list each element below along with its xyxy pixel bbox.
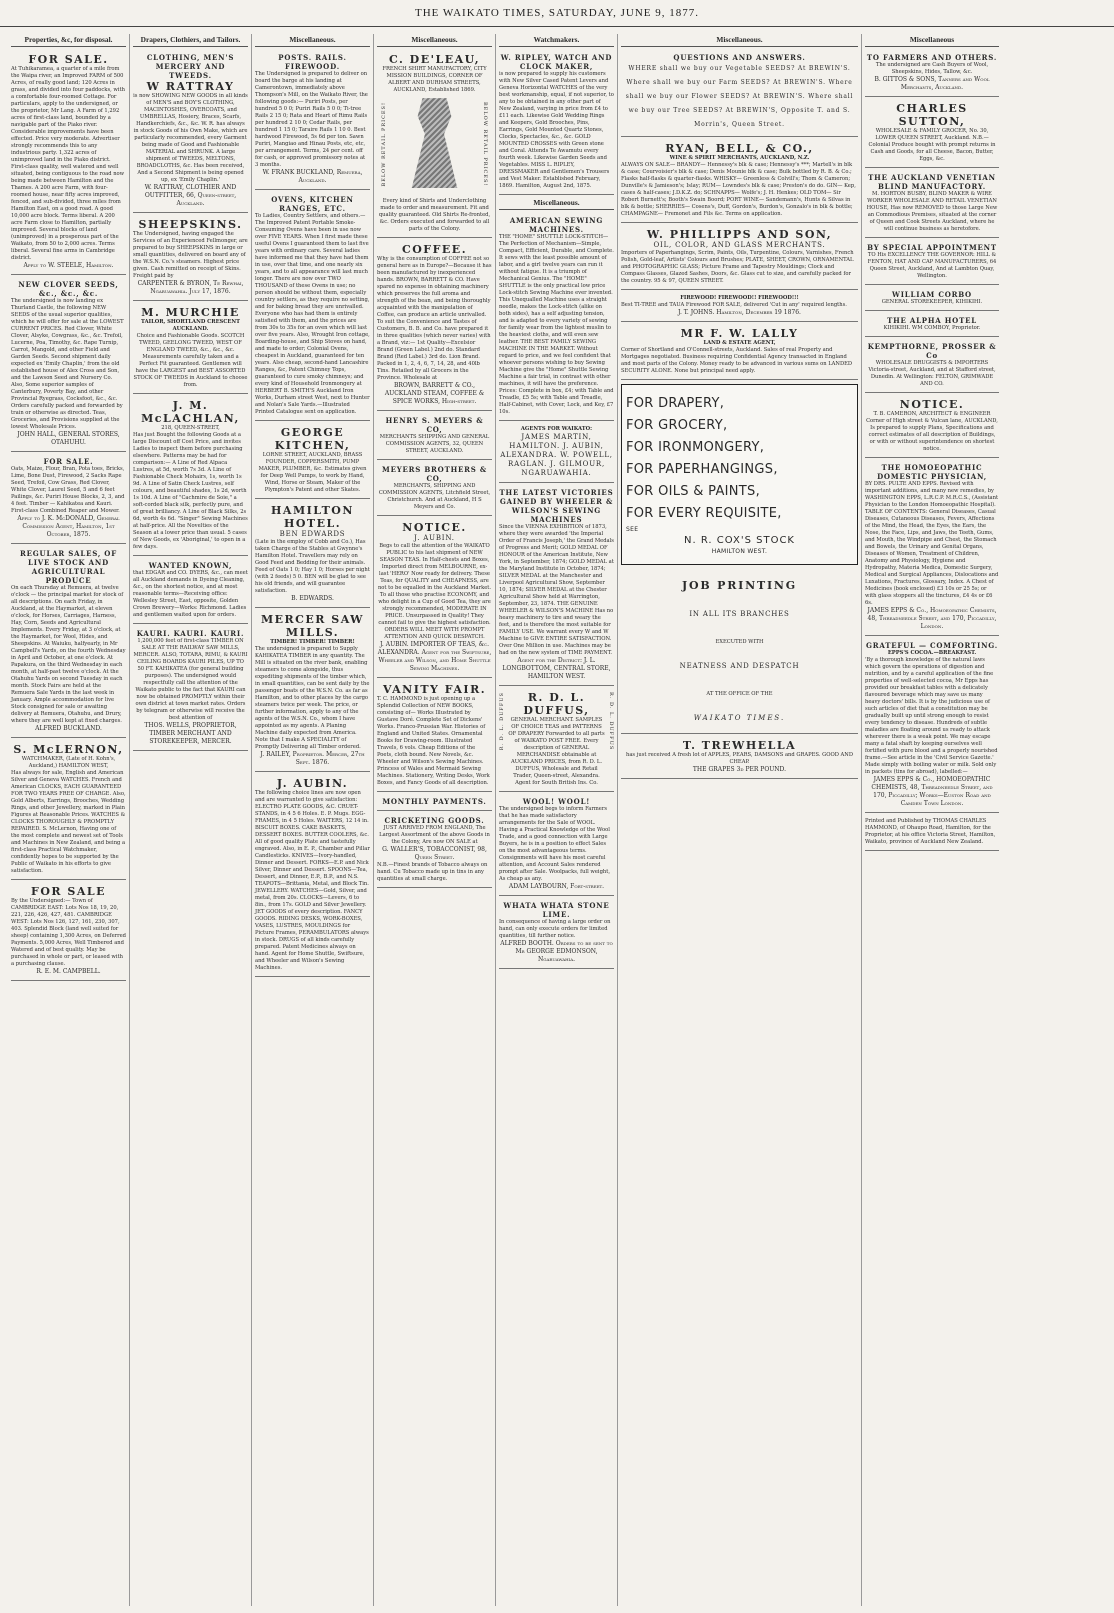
- ad-title: MONTHLY PAYMENTS.: [382, 797, 487, 807]
- ad-regular-sales: [11, 546, 126, 738]
- ad-subtitle: OIL, COLOR, AND GLASS MERCHANTS.: [653, 241, 826, 250]
- ad-body: MERCHANTS, SHIPPING AND COMMISSION AGENTS, Litchfield Street, Christchurch. And at Auckland, H S Meyers and Co.: [378, 483, 491, 511]
- ad-title: AMERICAN SEWING MACHINES.: [509, 216, 604, 235]
- ad-body: M. HORTON BUSBY, BLIND MAKER & WIRE WORKER WHOLESALE AND RETAIL VENETIAN HOUSE, Has now REMOVED to those Large New an Commodious Premises, situated at the corner of Queen and Cook Streets Auckland, where he will continue business as heretofore.: [866, 191, 998, 233]
- ad-body: THE "HOME" SHUTTLE LOCK-STITCH—The Perfection of Mechanism—Simple, Compact, Efficient, Durable, and Complete. It sews with the least possible amount of labor, and a girl twelve years can run it without fatigue. It is a triumph of Mechanical Genius. The "HOME" SHUTTLE is the only practical low price Lock-stitch Sewing Machine ever invented. This Unequalled Machine uses a straight needle, makes the Lock-stitch (alike on both sides), has a self adjusting tension, and is adapted to every variety of sewing for family wear from the lightest muslin to the heaviest cloths, and will even sew leather. THE BEST FAMILY SEWING MACHINE IN THE MARKET. Without regard to price, and we feel confident that whoever persons wishing to buy Sewing Machine give the "Home" Shuttle Sewing Machine a fair trial, in contrast with other machines, it will have the preference. Prices: Complete in box, £4; with Table and Treadle, £5 5s; with Table and Treadle, Half-Cabinet, with Cover, Lock, and Key, £7 10s.: [499, 234, 614, 416]
- ad-body: LORNE STREET, AUCKLAND, BRASS FOUNDER, COPPERSMITH, PUMP MAKER, PLUMBER, &c. Estimates given for Deep Well Pumps, to work by Hand, Wind, Horse or Steam, Maker of the Plympton's Patent and other Skates.: [258, 452, 367, 494]
- ad-body: Begs to call the attention of the WAIKATO PUBLIC to his last shipment of NEW SEASON TEAS. In Half-chests and Boxes, Imported direct from MELBOURNE, ex-last 'HERO' Now ready for delivery. These Teas, for QUALITY and CHEAPNESS, are not to be equalled in the Auckland Market. To all those who practise ECONOMY, and who delight in a Cup of Good Tea, they are strongly recommended, MODERATE IN PRICE. Unsurpassed in Quality! They cannot fail to give the highest satisfaction. ORDERS WILL MEET WITH PROMPT ATTENTION AND QUICK DESPATCH.: [377, 543, 492, 641]
- ad-title: QUESTIONS AND ANSWERS.: [673, 53, 806, 63]
- ad-title: KAURI. KAURI. KAURI.: [136, 629, 245, 639]
- ad-title: JOB PRINTING: [682, 579, 797, 593]
- ad-subtitle: J. AUBIN.: [414, 534, 455, 543]
- cox-line: FOR EVERY REQUISITE,: [626, 506, 782, 522]
- ad-title: WILLIAM CORBO: [892, 290, 972, 300]
- ad-title: GRATEFUL — COMFORTING.: [865, 641, 999, 651]
- ad-posts-rails: [255, 50, 370, 190]
- ad-ripley-watchmaker: [499, 50, 614, 195]
- ad-body: WHERE shall we buy our Vegetable SEEDS? At BREWIN'S. Where shall we buy our Farm SEEDS? At BREWIN'S. Where shall we buy our Flower SEEDS? At BREWIN'S. Where shall we buy our Tree SEEDS? At BREWIN'S, Opposite T. and S. Morrin's, Queen Street.: [625, 65, 854, 129]
- ad-murchie-tailor: [133, 303, 248, 394]
- ad-body: ALWAYS ON SALE— BRANDY— Hennessy's blk & case; Hennessy's ***; Martell's in blk & case; Courvoisier's blk & case; Denis Mounie blk & case; Bulk bottled by R. B. & Co.; Flasks half-flasks & quarter-flasks. WHISKY— Greenless & Colvill's; Thom & Cameron; Dunville's & Jamieson's; Islay; RUM— Lowndes's blk & case; Preston's do do. GIN— Kep, cases & half-cases; J.D.K.Z. do; SCHNAPPS— Wolfe's; J. H. Henkes; OLD TOM— Sir Robert Burnett's; Booth's Swain Boord; PORT WINE— Sandemann's, Hunts & Silvas in blk & bottle; SHERRIES— Cosens's, Duff, Gordon's, Burdon's, Gonzalo's in blk & bottle; CHAMPAGNE— Fremonet and Fils &c. Terms on application.: [621, 162, 856, 218]
- ad-title: S. McLERNON,: [13, 743, 124, 757]
- ad-body: TO His EXCELLENCY THE GOVERNOR: HILL & FENTON, HAT AND CAP MANUFACTURERS, 64 Queen Street, Auckland, And at Lambton Quay, Wellington.: [867, 252, 997, 280]
- ad-cricketing-goods: [377, 813, 492, 888]
- ad-signature: ADAM LAYBOURN, Fort-street.: [508, 883, 605, 891]
- ad-body: (Late in the employ of Cobb and Co.), Has taken Charge of the Stables at Gwynne's Hamilton Hotel. Travellers may rely on Good Feed and Bedding for their animals. Feed of Oats 1 0; Hay 1 0; Horses per night (with 2 feeds) 5 0. BEN will be glad to see his old friends, and will guarantee satisfaction.: [255, 539, 370, 595]
- ad-body: Oats, Maize, Flour, Bran, Pota toes, Bricks, Lime, Bone Dust, Firewood, 2 Sacks Rape Seed, Trefoil, Cow Grass, Red Clover, White Clover, Laurel Seed, 5 and 6 feet Pailings, &c. Puriri House Blocks, 2, 3, and 4 feet. Timber — Kahikatea and Kauri. First-class Combined Reaper and Mower.: [11, 466, 125, 515]
- masthead: THE WAIKATO TIMES, SATURDAY, JUNE 9, 1877.: [0, 0, 1114, 27]
- ad-body: WHOLESALE & FAMILY GROCER, No. 30, LOWER QUEEN STREET, Auckland. N.B.—Colonial Produce bought with prompt returns in Cash and Goods, for all Cheese, Bacon, Butter, Eggs, &c.: [868, 128, 996, 163]
- ad-title: NOTICE.: [899, 398, 965, 412]
- ad-signature: THE GRAPES 3d PER POUND.: [692, 766, 787, 774]
- ad-title: KEMPTHORNE, PROSSER & Co: [867, 342, 997, 361]
- ad-title: TO FARMERS AND OTHERS.: [866, 53, 998, 63]
- ad-title: MEYERS BROTHERS & CO,: [382, 465, 487, 484]
- ad-body: The Undersigned is prepared to deliver on board the barge at his landing at Camerontown, immediately above Thompson's Mill, on the Waikato River, the following goods:— Puriri Posts, per hundred 5 0 0; Puriri Rails 5 0 0; Ti-tree Rails 2 15 0; Rata and Heart of Rimu Rails per hundred 2 10 0; Cedar Rails, per hundred 1 15 0; Taraire Rails 1 10 0. Best hardwood Firewood, 5s 6d per ton. Sawn Puriri, Mangiao and Hinau Posts, etc, etc, per arrangement. Terms, 24 per cent. off for cash, or approved promissory notes at 3 months.: [255, 71, 368, 169]
- ad-body: At Tuhikaramea, a quarter of a mile from the Waipa river, an Improved FARM of 500 Acres, of really good land; 120 Acres in grass, and divided into four paddocks, with a comfortable four-roomed Cottage. For particulars, apply to the undersigned, or the proprietor, Mr Lang. A Farm of 1,292 acres of first-class land, bounded by a navigable part of the Piako river. Considerable improvements have been effected. Price very moderate. Advertiser strongly recommends this to any industrious party. 1,322 acres of unimproved land in the Piako district. First-class quality, well watered and well situated, being contiguous to the road now being made between Hamilton and the Thames. A 200 acre Farm, with four-roomed house, near fifty acres improved, fenced, and sub-divided, three miles from Hamilton East, on a good road. A good 10,000 acre block. Terms liberal. A 200 acre Farm close to Hamilton, partially improved. Several blocks of land (unimproved) in a prosperous part of the Waikato, from 50 to 2,000 acres. Terms liberal. Several fine arms in Cambridge district.: [11, 66, 125, 262]
- cox-see: SEE: [626, 526, 639, 534]
- ad-signature: G. WALLER'S, TOBACCONIST, 98, Queen Street.: [382, 846, 487, 862]
- ad-title: FOR SALE.: [28, 53, 109, 67]
- ad-body: The undersigned begs to inform Farmers that he has made satisfactory arrangements for the Sale of WOOL. Having a Practical Knowledge of the Wool Trade, and a good connection with Large Buyers, he is in a position to effect Sales on the most advantageous terms. Consignments will have his most careful attention, and Account Sales rendered prompt after Sale. Woolpacks, full weight, As cheap as any.: [499, 806, 610, 883]
- column-3: [252, 34, 374, 1606]
- ad-aubin-goods: [255, 774, 370, 977]
- ad-title: REGULAR SALES, OF LIVE STOCK AND AGRICULTURAL PRODUCE: [20, 549, 117, 586]
- ad-subtitle: EPPS'S COCOA.—BREAKFAST.: [887, 650, 977, 657]
- ad-mclernon-watchmaker: [11, 740, 126, 880]
- ad-signature: Apply to W. STEELE, Hamilton.: [23, 262, 114, 270]
- ad-signature: J. AUBIN. IMPORTER OF TEAS, &c. ALEXANDRA. Agent for the Swiftsure, Wheeler and Wilson, and Home Shuttle Sewing Machines.: [377, 641, 492, 673]
- ad-for-sale-farm: [11, 50, 126, 275]
- ad-duffus: [499, 688, 614, 792]
- ad-cox-stock: [621, 384, 858, 565]
- column-6: [618, 34, 862, 1606]
- ad-notice-aubin-teas: [377, 518, 492, 678]
- column-heading: Miscellaneous.: [255, 34, 370, 47]
- ad-title: GEORGE KITCHEN,: [274, 426, 351, 453]
- cox-place: HAMILTON WEST.: [711, 548, 768, 556]
- job-line: IN ALL ITS BRANCHES: [689, 610, 790, 619]
- column-heading: Miscellaneous: [865, 34, 999, 47]
- ad-trewhella: [621, 736, 858, 779]
- ad-title: HENRY S. MEYERS & CO,: [385, 416, 484, 435]
- ad-farmers: [865, 50, 999, 97]
- ad-mercer-saw-mills: [255, 610, 370, 772]
- ad-signature: J. T. JOHNS. Hamilton, December 19 1876.: [678, 309, 801, 317]
- ad-title: CHARLES SUTTON,: [896, 102, 968, 129]
- ad-for-sale-lots: [11, 882, 126, 981]
- ad-footer: N.B.—Finest brands of Tobacco always on hand. Cu Tobacco made up in tins in any quantities at small charge.: [377, 862, 488, 883]
- column-4: [374, 34, 496, 1606]
- ad-edgar-dyers: [133, 558, 248, 624]
- job-line: NEATNESS AND DESPATCH: [679, 662, 800, 671]
- job-line: AT THE OFFICE OF THE: [706, 691, 773, 698]
- ad-body: GENERAL MERCHANT. SAMPLES OF CHOICE TEAS and PATTERNS OF DRAPERY Forwarded to all parts of WAIKATO POST FREE. Every description of GENERAL MERCHANDISE obtainable at AUCKLAND PRICES, from R. D. L. DUFFUS, Wholesale and Retail Trader, Queen-street, Alexandra. Agent for South British Ins. Co.: [508, 717, 605, 787]
- ad-title: HAMILTON HOTEL.: [271, 504, 354, 531]
- ad-agents-waikato: [499, 423, 614, 483]
- column-heading: Properties, &c, for disposal.: [11, 34, 126, 47]
- ad-body: KIHIKIHI. WM COMBOY, Proprietor.: [883, 325, 981, 332]
- column-subheading: Miscellaneous.: [499, 197, 614, 210]
- ad-title: J. M. McLACHLAN,: [141, 399, 240, 426]
- ad-signature: W. FRANK BUCKLAND, Remuera, Auckland.: [262, 169, 363, 185]
- ad-kempthorne-prosser: [865, 339, 999, 393]
- ad-subtitle: TIMBER! TIMBER! TIMBER!: [270, 639, 355, 646]
- ad-body: is now prepared to supply his customers with New Silver Cased Patent Levers and Geneva Horizontal WATCHES of the very best workmanship, equal, if not superior, to any to be obtained in any other part of New Zealand, varying in price from £4 to £11 each. Likewise Gold Wedding Rings and Keepers, Gold Brooches, Pins, Earrings, Gold Mounted Quartz Stones, Clocks, Spectacles, &c., &c. GOLD MOUNTED CROSSES with Green stone and Coral. Attends Te Awamutu every fourth week. Likewise Garden Seeds and Vegetables. MISS L. RIPLEY, DRESSMAKER and Gentlemen's Trousers and Vest Maker. Established February, 1869. Hamilton, August 2nd, 1875.: [499, 71, 614, 190]
- ad-body: has just received A fresh lot of APPLES, PEARS, DAMSONS and GRAPES. GOOD AND CHEAP.: [626, 752, 853, 766]
- ad-title: M. MURCHIE: [141, 306, 240, 320]
- ad-signature: ALFRED BOOTH. Orders to be sent to Mr GEORGE EDMONSON, Ngaruawahia.: [500, 940, 613, 964]
- column-5: [496, 34, 618, 1606]
- ad-for-sale-produce: [11, 454, 126, 544]
- ad-footer: Every kind of Shirts and Underclothing made to order and measurement. Fit and quality guaranteed. Old Shirts Re-fronted, &c. Orders executed and forwarded to all parts of the Colony.: [378, 198, 491, 233]
- ad-title: BY SPECIAL APPOINTMENT: [867, 243, 997, 253]
- ad-signature: J. RAILEY, Proprietor. Mercer, 27th Sept. 1876.: [260, 751, 365, 767]
- ad-title: NEW CLOVER SEEDS, &c., &c., &c.: [18, 280, 119, 299]
- ad-name: W RATTRAY: [146, 80, 235, 94]
- ad-signature: Agent for the District: J. L. LONGBOTTOM, CENTRAL STORE, HAMILTON WEST.: [502, 657, 611, 681]
- ad-signature: CARPENTER & BYRON, Te Rewhai, Ngaruawahia. July 17, 1876.: [137, 280, 244, 296]
- ad-title: THE AUCKLAND VENETIAN BLIND MANUFACTORY.: [868, 173, 996, 192]
- ad-ovens: [255, 192, 370, 421]
- ad-body: Since the VIENNA EXHIBITION of 1873, where they were awarded 'the Imperial Order of Francis Joseph,' the Grand Medals of Progress and Merit; GOLD MEDAL OF HONOUR of the American Institute, New York, in September, 1874; GOLD MEDAL at the Maryland Institute in October, 1874; SILVER MEDAL at the Manchester and Liverpool Agricultural Show, September 10, 1874; SILVER MEDAL at the Chester Agricultural Show held at Warrington, September, 23, 1874. THE GENUINE WHEELER & WILSON'S MACHINE Has no heavy machinery to tire and weary the feet, and is therefore the most suitable for FAMILY USE. We warrant every W and W Machine to GIVE ENTIRE SATISFACTION. Over One Million in use. Machines may be had on the new system of TIME PAYMENT.: [499, 524, 614, 657]
- column-1: [8, 34, 130, 1606]
- ad-title: R. D. L. DUFFUS,: [523, 691, 590, 718]
- ad-clover-seeds: [11, 277, 126, 452]
- side-text-left: R. D. L. DUFFUS: [499, 692, 505, 751]
- ad-title: J. AUBIN.: [276, 777, 349, 791]
- ad-subtitle: WATCHMAKER, (Late of H. Kohn's, Auckland,) HAMILTON WEST,: [21, 756, 116, 770]
- ad-title: WANTED KNOWN,: [148, 561, 233, 571]
- column-heading: Miscellaneous.: [621, 34, 858, 47]
- ad-body: To Ladies, Country Settlers, and others.—The Improved Patent Portable Smoke-Consuming Ovens have been in use now over FIVE YEARS. When I first made these useful Ovens I guaranteed them to last five years with ordinary care. Several ladies have informed me that they have had them in use, over that time, and one nearly six years, and to all appearance will last much longer. There are now over TWO THOUSAND of these Ovens in use; no person should be without them, especially country settlers, as they require no setting, and for baking bread they are unrivalled. Everyone who has had them is entirely satisfied with them, and the prices are from 30s to 35s for an oven which will last over five years. Also, Wrought Iron cottage, Boarding-house, and Ship Stoves on hand, and made to order; Colonial Ovens, cheapest in Auckland, guaranteed for ten years. Also cheap, second-hand Lancashire Ranges, &c, Patent Chimney Tops, guaranteed to cure smoky chimneys; and every kind of Household Ironmongery at HERBERT B. SMITH'S Auckland Iron Works, Durham street West, next to Hunter and Nolan's Sale Yards.—Illustrated Printed Catalogue sent on application.: [255, 213, 370, 416]
- ad-hamilton-hotel: [255, 501, 370, 608]
- ad-body: GENERAL STOREKEEPER, KIHIKIHI.: [881, 299, 983, 306]
- column-heading: Drapers, Clothiers, and Tailors.: [133, 34, 248, 47]
- cox-line: FOR DRAPERY,: [626, 396, 725, 412]
- ad-signature: JOHN HALL, GENERAL STORES, OTAHUHU.: [17, 431, 120, 447]
- ad-signature: B. GITTOS & SONS, Tanners and Wool Merchants, Auckland.: [874, 76, 990, 92]
- ad-title: WOOL! WOOL!: [522, 797, 591, 807]
- ad-title: SHEEPSKINS.: [138, 218, 243, 232]
- ad-body: Best TI-TREE and TAUA Firewood FOR SALE, delivered 'Cut in any' required lengths.: [621, 302, 847, 309]
- cox-line: FOR PAPERHANGINGS,: [626, 462, 778, 478]
- ad-title: CRICKETING GOODS.: [384, 816, 485, 826]
- ad-title: RYAN, BELL, & CO.,: [665, 142, 814, 156]
- imprint-text: Printed and Published by THOMAS CHARLES HAMMOND, of Ohaupo Road, Hamilton, for the Proprietor, at his office Victoria Street, Hamilton, Waikato, province of Auckland New Zealand.: [865, 818, 996, 846]
- ad-body: T. B. CAMERON, ARCHITECT & ENGINEER Corner of High street & Vulcan lane, AUCKLAND, Is prepared to supply Plans, Specifications and correct estimates of all description of Buildings, or with or without superintendence on shortest notice.: [866, 411, 998, 453]
- ad-body: By the Undersigned:— Town of CAMBRIDGE EAST: Lots Nos 18, 19, 20, 221, 226, 426, 427, 481. CAMBRIDGE WEST: Lots Nos 126, 127, 161, 230, 307, 403. Splendid Block (land well suited for sheep) containing 1,300 Acres, on Deferred Payments. 5,000 Acres, Well Timbered and Watered and of best quality. May be purchased in whole or part, or leased with a purchasing clause.: [11, 898, 126, 968]
- ad-firewood: [621, 292, 858, 322]
- ad-signature: JAMES EPPS & Co., HOMOEOPATHIC CHEMISTS, 48, Threadneedle Street, and 170, Piccadilly; Works—Euston Road and Camden Town London.: [871, 776, 993, 808]
- ad-body: The Undersigned, having engaged the Services of an Experienced Fellmonger, are prepared to buy SHEEPSKINS in large or small quantities, delivered on board any of the W.S.N. Co.'s steamers. Highest price given. Cash remitted on receipt of Skins. Freight paid by: [133, 231, 248, 280]
- side-text-left: BELOW RETAIL PRICES!: [381, 102, 387, 187]
- ad-signature: BROWN, BARRETT & CO., AUCKLAND STEAM, COFFEE & SPICE WORKS, High-street.: [384, 382, 485, 406]
- ad-whata-lime: [499, 898, 614, 969]
- ad-signature: THOS. WELLS, PROPRIETOR, TIMBER MERCHANT AND STOREKEEPER, MERCER.: [144, 722, 237, 746]
- ad-title: THE HOMOEOPATHIC DOMESTIC PHYSICIAN,: [877, 463, 987, 482]
- cox-line: FOR IRONMONGERY,: [626, 440, 765, 456]
- ad-deleau-shirts: [377, 50, 492, 238]
- ad-signature: JAMES EPPS & Co., Homoeopathic Chemists, 48, Threadneedle Street, and 170, Piccadilly, London.: [867, 607, 997, 631]
- ad-george-kitchen: [255, 423, 370, 499]
- ad-lally: [621, 324, 858, 380]
- ad-title: W. RIPLEY, WATCH AND CLOCK MAKER,: [500, 53, 613, 72]
- page-columns: [8, 34, 1108, 1606]
- ad-title: NOTICE.: [402, 521, 467, 535]
- ad-title: W. PHILLIPPS AND SON,: [646, 228, 833, 242]
- ad-body: Has always for sale, English and American Silver and Geneva WATCHES. French and American CLOCKS, EACH GUARANTEED FOR TWO YEARS FREE OF CHARGE. Also, Gold Alberts, Earrings, Brooches, Wedding Rings, and other Jewellery, marked in Plain Figures at Reasonable Prices. WATCHES & CLOCKS THOROUGHLY & PROMPTLY REPAIRED. S. McLernon, Having one of the most complete and newest set of Tools and Machines in New Zealand, and being a first-class Practical Watchmaker, confidently hopes to be supported by the Public of Waikato in his efforts to give satisfaction.: [11, 770, 126, 875]
- ad-wheeler-wilson: [499, 485, 614, 686]
- column-heading: Miscellaneous.: [377, 34, 492, 47]
- ad-body: 1,200,000 feet of first-class TIMBER ON SALE AT THE RAILWAY SAW MILLS, MERCER. ALSO, TOTARA, RIMU, & KAURI CEILING BOARDS KAURI PILES, UP TO 50 FT. KAHIKATEA (for general building purposes). The undersigned would respectfully call the attention of the Waikato public to the fact that KAURI can now be obtained PROMPTLY within their own district at town market rates. Orders by telegram or otherwise will receive the best attention of: [133, 638, 248, 722]
- ad-body: The undersigned are Cash Buyers of Wool, Sheepskins, Hides, Tallow, &c.: [875, 62, 989, 76]
- ad-title: POSTS. RAILS. FIREWOOD.: [278, 53, 347, 72]
- ad-body: JUST ARRIVED FROM ENGLAND, The Largest Assortment of the above Goods in the Colony, Are now ON SALE at: [379, 825, 490, 846]
- ad-body: MERCHANTS SHIPPING AND GENERAL COMMISSION AGENTS, 32, QUEEN STREET, AUCKLAND.: [379, 434, 490, 455]
- ad-title: T. TREWHELLA: [682, 739, 797, 753]
- printer-imprint: [865, 815, 999, 851]
- column-heading: Watchmakers.: [499, 34, 614, 47]
- cox-line: FOR OILS & PAINTS,: [626, 484, 761, 500]
- ad-title: CLOTHING, MEN'S MERCERY AND TWEEDS.: [146, 53, 235, 81]
- ad-meyers-brothers: [377, 462, 492, 516]
- ad-body: The following choice lines are now open and are warranted to give satisfaction: ELECTRO PLATE GOODS, &C. CRUET-STANDS, in 4 5 6 Holes. E. P. Mugs. EGG-FRAMES, in 4 5 Holes. WAITERS, 12 14 in. BISCUIT BOXES. CAKE BASKETS, DESSERT BOXES. BUTTER COOLERS, &c. All of good quality Plate and tastefully engraved. Also, in E. P., Chamber and Pillar Candlesticks. KNIVES—Ivory-handled, Dinner and Dessert. FORKS—E.P. and Nick Silver, Dinner and Dessert. SPOONS—Tea, Dessert, and Dinner, E.P., B.P., and N.S. TEAPOTS—Brittania, Metal, and Block Tin. JEWELLERY. WATCHES—Gold, Silver, and metal, from 20s. CLOCKS—Levers, 6 to 8in., from 17s. GOLD and Silver Jewellery. JET GOODS of every description. FANCY GOODS. RIDING DESKS, WORK-BOXES, VASES, LUSTRES, MOULDINGS for Picture Frames, PERAMBULATORS always in stock. DRUGS of all kinds carefully prepared. Patent Medicines always on hand. Agent for Home Shuttle, Swiftsure, and Wheeler and Wilson's Sewing Machines.: [255, 790, 370, 972]
- ad-title: AGENTS FOR WAIKATO:: [520, 426, 593, 433]
- ad-title: WHATA WHATA STONE LIME.: [503, 901, 610, 920]
- ad-questions-answers: [621, 50, 858, 137]
- ad-signature: W. RATTRAY, CLOTHIER AND OUTFITTER, 66, Queen-street, Auckland.: [144, 184, 237, 208]
- ad-body: Importers of Paperhangings, Scrim, Paints, Oils, Turpentine, Colours, Varnishes, French Polish, Gold-leaf, Artists' Colours and Brushes; PLATE, SHEET, CROWN, ORNAMENTAL and PHOTOGRAPHIC GLASS; Picture Frame and Tapestry Mouldings; Clock and Compass Glasses, Glazed Sashes, Doors, &c. Glass cut to size, and carefully packed for the country. 95 & 97, QUEEN STREET.: [621, 250, 854, 285]
- ad-charles-sutton: [865, 99, 999, 168]
- ad-subtitle: LAND & ESTATE AGENT,: [703, 340, 776, 347]
- ad-hill-fenton: [865, 240, 999, 285]
- ad-body: WHOLESALE DRUGGISTS & IMPORTERS Victoria-street, Auckland, and at Stafford street, Dunedin. At Wellington: FELTON, GRIMWADE AND CO.: [868, 360, 996, 388]
- ad-body: In consequence of having a large order on hand, can only execute orders for limited quantities, till further notice.: [499, 919, 611, 940]
- ad-body: Why is the consumption of COFFEE not so general here as in Europe?—Because it has been manufactured by inexperienced hands. BROWN, BARRETT & CO. Have spared no expense in obtaining machinery which preserves the full aroma and strength of the bean, and being thoroughly acquainted with the manipulation of Coffee, can produce an article unrivalled. To suit the Convenience and Tastes of Customers, B. B. and Co. have prepared it in three qualities (which never varies) with a Brand, viz:— 1st Quality—Excelsior Brand (Green Label.) 2nd do. Standard Brand (Red Label.) 3rd do. Lion Brand. Packed in 1, 2, 4, 6, 7, 14, 28, and 40lb Tins. Retailed by all Grocers in the Province. Wholesale at: [377, 256, 492, 382]
- ad-title: FOR SALE: [31, 885, 106, 899]
- ad-henry-meyers: [377, 413, 492, 460]
- ad-phillipps: [621, 225, 858, 290]
- ad-signature: ALFRED BUCKLAND.: [35, 725, 102, 733]
- ad-body: T. C. HAMMOND is just opening up a Splendid Collection of NEW BOOKS, consisting of— Works Illustrated by Gustave Doré. Complete Set of Dickens' Works. Franco-Prussian War. Histories of England and United States. Ornamental Books for Drawing-room. Illustrated Travels, 6 vols. Cheap Editions of the Poets, cloth bound. New Novels, &c. Wheeler and Wilson's Sewing Machines. Princess of Wales and Mermaid Sewing Machines. Stationery, Writing Desks, Work Boxes, and Fancy Goods of all description.: [377, 696, 490, 787]
- ad-title: MR F. W. LALLY: [680, 327, 799, 341]
- ad-title: VANITY FAIR.: [382, 683, 487, 697]
- ad-signature: R. E. M. CAMPBELL.: [36, 968, 101, 976]
- side-text-right: R. D. L. DUFFUS: [608, 692, 614, 751]
- ad-body: FRENCH SHIRT MANUFACTORY, CITY MISSION BUILDINGS, CORNER OF ALBERT AND DURHAM STREETS, AUCKLAND, Established 1869.: [382, 66, 487, 94]
- ad-title: FOR SALE.: [43, 457, 94, 467]
- ad-body: Has just Bought the following Goods at a large Discount off Cost Price, and invites Ladies to inspect them before purchasing elsewhere. Patterns may be had for comparison:— A Line of Red Alpaca Lustres, at 5d, worth 7s 3d. A Line of Fashionable Check Mohairs, 1s, worth 1s 9d. A Line of Satin Check Lustres, self colours, and beautiful shades, 1s 2d, worth 1s 10d. A Line of "Cachmire de Soie," a soft-corded black silk, perfectly pure, and of great brilliancy. A Line of Black Silks, 2s 6d, worth 4s 6d. "Singer" Sewing Machines at half-price. All the Novelties of the Season at a lower price than usual. 5 cases of New Goods, ex 'Aboriginal,' to open in a few days.: [133, 432, 248, 551]
- ad-subtitle: BEN EDWARDS: [279, 530, 346, 539]
- ad-body: that EDGAR and CO. DYERS, &c., can meet all Auckland demands in Dyeing Cleaning, &c., on the shortest notice, and at most reasonable terms—Receiving office: Wellesley Street, East, opposite, Golden Crown Brewery—Works: Richmond. Ladies and gentlemen waited upon for orders.: [133, 570, 248, 619]
- ad-title: MERCER SAW MILLS.: [260, 613, 365, 640]
- ad-monthly-payments: [377, 794, 492, 811]
- ad-wool: [499, 794, 614, 896]
- ad-body: BY DRS. PULTE AND EPPS. Revised with important additions, and many new remedies, by WASHINGTON EPPS, L.R.C.P. M.R.C.S., (Assistant Physician to the London Homoeopathic Hospital). TABLE OF CONTENTS: General Diseases, Casual Diseases, Cutaneous Diseases, Fevers, Affections of the Mind, the Head, the Eyes, the Ears, the Nose, the Face, Lips, and Jaws, the Teeth, Gums, and Mouth, the Windpipe and Chest, the Stomach and Bowels, the Urinary and Genital Organs, Diseases of Women, Treatment of Children, Anatomy and Physiology, Hygiene and Hydropathy, Materia Medica, Domestic Surgery, Medical and Surgical Appliances, Dislocations and Luxations, Fractures, Glossary, Index. A Chest of Medicines (book enclosed) £3 10s or 25 5s; or with glass stoppers all the tinctures, £4 4s or £6 6s.: [865, 481, 999, 607]
- ad-subtitle: 218, QUEEN-STREET,: [161, 425, 220, 432]
- ad-rattray: [133, 50, 248, 213]
- ad-body: Corner of Shortland and O'Connell-streets, Auckland. Sales of real Property and Mortgages negotiated. Business requiring Confidential Agency transacted in England and most parts of the Colony. Money ready to be advanced in various sums on LANDED SECURITY ALONE. None but principal need apply.: [621, 347, 853, 375]
- ad-signature: Apply to J. K. McDONALD, General Commission Agent, Hamilton, 1st October, 1875.: [17, 515, 120, 539]
- ad-body: The undersigned is now landing ex Thurland Castle, the following NEW SEEDS of the usual superior qualities, which he will offer for sale at the LOWEST CURRENT PRICES. Red Clover, White Clover, Alsyke, Cowgrass, &c., &c. Trefoil, Lucerne, Poa, Timothy, &c. Rape Turnip, Carrot, Mangold, and other Field and Garden Seeds. Second shipment daily expected ex 'Emily Chaplin,' from the old established house of Alex Cross and Son, and the Lawson Seed and Nursery Co. Also, Some superior samples of Canterbury, Poverty Bay, and other Provincial Ryegrass, Cocksfoot, &c., &c. Orders carefully packed and forwarded by train or otherwise as directed. Teas, Groceries, and Provisions supplied at the lowest Wholesale Prices.: [11, 298, 124, 431]
- ad-title: THE LATEST VICTORIES GAINED BY WHEELER & WILSON'S SEWING MACHINES: [499, 488, 614, 525]
- ad-job-printing: [621, 569, 858, 734]
- ad-notice-cameron: [865, 395, 999, 458]
- side-text-right: BELOW RETAIL PRICES!: [482, 102, 488, 187]
- cox-name: N. R. COX'S STOCK: [684, 535, 795, 547]
- column-2: [130, 34, 252, 1606]
- column-7: [862, 34, 1002, 1606]
- ad-body: On each Thursday at Remuera, at twelve o'clock — the principal market for stock of all descriptions. On each Friday, in Auckland, at the Haymarket, at eleven o'clock, for Horses, Carriages, Harness, Hay, Corn, Seeds and Agricultural Implements. Every Friday, at 3 o'clock, at the Haymarket, for Wool, Hides, and Sheepskins. At Waiuku, halfyearly, in Mr Campbell's Yards, on the fourth Wednesday in April and October, at one o'clock. At Papakura, on the third Wednesday in each month, at half-past twelve o'clock. At the Otahuhu Yards on second Tuesday in each month. Stock Fairs are held at the Remuera Sale Yards in the last week in January. Ample accommodation for live Stock consigned for sale or awaiting delivery at Remuera, Otahuhu, and Drury, where they are well kept at fixed charges.: [11, 585, 126, 725]
- ad-coffee: [377, 240, 492, 411]
- ad-subtitle: WINE & SPIRIT MERCHANTS, AUCKLAND, N.Z.: [669, 155, 810, 162]
- ad-body: is now SHOWING NEW GOODS in all kinds of MEN'S and BOY'S CLOTHING, MACINTOSHES, OVERCOATS, and UMBRELLAS, Hosiery, Braces, Scarfs, Handkerchiefs, &c., &c. W. R. has always in stock Goods of his Own Make, which are particularly recommended, every Garment being made of Good and Fashionable MATERIAL and SHRUNK. A large shipment of TWEEDS, MELTONS, BROADCLOTHS, &c. Has been received, And a Second Shipment is being opened up, ex 'Emily Chaplin.': [133, 93, 248, 184]
- ad-venetian-blinds: [865, 170, 999, 238]
- cox-line: FOR GROCERY,: [626, 418, 728, 434]
- ad-subtitle: TAILOR, SHORTLAND CRESCENT AUCKLAND.: [141, 319, 240, 333]
- ad-kauri: [133, 626, 248, 751]
- ad-title: C. DE'LEAU,: [388, 53, 481, 67]
- ad-vanity-fair: [377, 680, 492, 792]
- ad-title: OVENS, KITCHEN RANGES, ETC.: [271, 195, 354, 214]
- job-line: EXECUTED WITH: [715, 639, 764, 646]
- ad-body: 'By a thorough knowledge of the natural laws which govern the operations of digestion and nutrition, and by a careful application of the fine properties of well-selected cocoa, Mr Epps has provided our breakfast tables with a delicately flavoured beverage which may save us many heavy doctors' bills. It is by the judicious use of such articles of diet that a constitution may be gradually built up until strong enough to resist every tendency to disease. Hundreds of subtle maladies are floating around us ready to attack wherever there is a weak point. We may escape many a fatal shaft by keeping ourselves well fortified with pure blood and a properly nourished frame.—See article in the 'Civil Service Gazette.' Made simply with boiling water or milk. Sold only in packets (tins for abroad), labelled:—: [865, 657, 998, 776]
- ad-title: FIREWOOD! FIREWOOD!! FIREWOOD!!!: [680, 295, 799, 302]
- ad-homoeopathic-physician: [865, 460, 999, 636]
- ad-epps-cocoa: [865, 638, 999, 813]
- shirt-illustration-icon: [405, 98, 465, 188]
- ad-alpha-hotel: [865, 313, 999, 337]
- job-line: WAIKATO TIMES.: [693, 714, 786, 723]
- ad-title: THE ALPHA HOTEL: [887, 316, 977, 326]
- ad-american-sewing: [499, 213, 614, 421]
- ad-title: COFFEE.: [401, 243, 468, 257]
- ad-body: JAMES MARTIN, HAMILTON. J. AUBIN, ALEXANDRA. W. POWELL, RAGLAN. J. GILMOUR, NGARUAWAHIA.: [500, 433, 613, 478]
- ad-william-corbo: [865, 287, 999, 311]
- ad-body: The undersigned is prepared to Supply KAHIKATEA TIMBER in any quantity. The Mill is situated on the river bank, enabling steamers to come alongside, thus expediting shipments of the timber which, in small quantities, can be sent daily by the passenger boats of the W.S.N. Co. as far as Hamilton, and to other places by the cargo steamers twice per week. The price, or further information, apply to any of the agents of the W.S.N. Co., whom I have appointed as my agents. A Planing Machine daily expected from America. Note that I make A SPECIALITY of Promptly Delivering all Timber ordered.: [255, 646, 370, 751]
- ad-ryan-bell: [621, 139, 858, 223]
- ad-mclachlan: [133, 396, 248, 556]
- ad-signature: B. EDWARDS.: [291, 595, 334, 603]
- ad-body: Choice and Fashionable Goods. SCOTCH TWEED, GEELONG TWEED, WEST OF ENGLAND TWEED, &c., &c., &c. Measurements carefully taken and a Perfect Fit guaranteed. Gentlemen will have the LARGEST and BEST ASSORTED STOCK OF TWEEDS in Auckland to choose from.: [133, 333, 248, 389]
- ad-sheepskins: [133, 215, 248, 301]
